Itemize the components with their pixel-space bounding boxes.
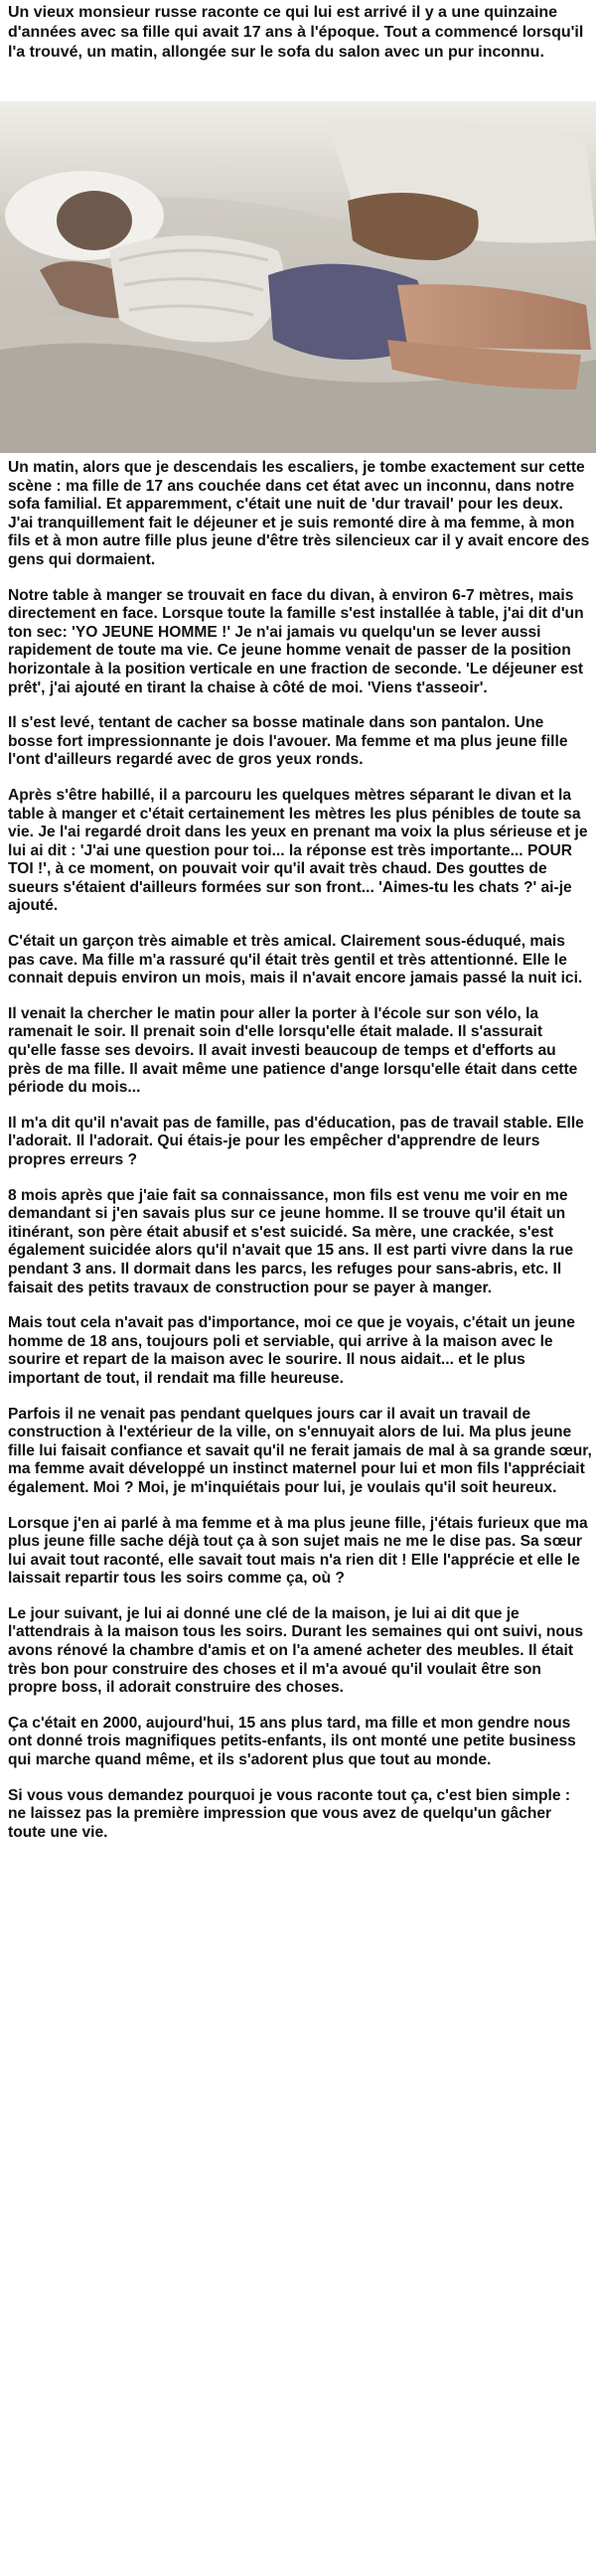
- article-body: [8, 459, 592, 1859]
- paragraph: Il m'a dit qu'il n'avait pas de famille, pas d'éducation, pas de travail stable. Elle l'adorait. Il l'adorait. Qui étais-je pour les empêcher d'apprendre de leurs propres erreurs ?: [8, 1114, 584, 1168]
- paragraph: C'était un garçon très aimable et très amical. Clairement sous-éduqué, mais pas cave. Ma fille m'a rassuré qu'il était très gentil et très attentionné. Elle le connait depuis environ un mois, mais il n'avait encore jamais passé la nuit ici.: [8, 933, 583, 987]
- paragraph: 8 mois après que j'aie fait sa connaissance, mon fils est venu me voir en me demandant si j'en savais plus sur ce jeune homme. Il se trouve qu'il était un itinérant, son père était abusif et s'est suicidé. Sa mère, une crackée, s'est également suicidée alors qu'il n'avait que 15 ans. Il est parti vivre dans la rue pendant 3 ans. Il dormait dans les parcs, les refuges pour sans-abris, etc. Il faisait des petits travaux de construction pour se payer à manger.: [8, 1186, 574, 1296]
- paragraph: Il s'est levé, tentant de cacher sa bosse matinale dans son pantalon. Une bosse fort impressionnante je dois l'avouer. Ma femme et ma plus jeune fille l'ont d'ailleurs regardé avec de gros yeux ronds.: [8, 714, 568, 769]
- paragraph: Il venait la chercher le matin pour aller la porter à l'école sur son vélo, la ramenait le soir. Il prenait soin d'elle lorsqu'elle était malade. Il s'assurait qu'elle fasse ses devoirs. Il avait investi beaucoup de temps et d'efforts au près de ma fille. Il avait même une patience d'ange lorsqu'elle était dans cette période du mois...: [8, 1004, 578, 1097]
- paragraph: Un matin, alors que je descendais les escaliers, je tombe exactement sur cette scène : ma fille de 17 ans couchée dans cet état avec un inconnu, dans notre sofa familial. Et apparemment, c'était une nuit de 'dur travail' pour les deux. J'ai tranquillement fait le déjeuner et je suis remonté dire à ma femme, à mon fils et à mon autre fille plus jeune d'être très silencieux car il y avait encore des gens qui dormaient.: [8, 459, 590, 568]
- paragraph: Parfois il ne venait pas pendant quelques jours car il avait un travail de construction à l'extérieur de la ville, on s'ennuyait alors de lui. Ma plus jeune fille lui faisait confiance et savait qu'il ne ferait jamais de mal à sa grande sœur, ma femme avait développé un instinct maternel pour lui et mon fils l'appréciait également. Moi ? Moi, je m'inquiétais pour lui, je voulais qu'il soit heureux.: [8, 1405, 592, 1496]
- paragraph: Si vous vous demandez pourquoi je vous raconte tout ça, c'est bien simple : ne laissez pas la première impression que vous avez de quelqu'un gâcher toute une vie.: [8, 1786, 571, 1841]
- paragraph: Notre table à manger se trouvait en face du divan, à environ 6-7 mètres, mais directement en face. Lorsque toute la famille s'est installée à table, j'ai dit d'un ton sec: 'YO JEUNE HOMME !' Je n'ai jamais vu quelqu'un se lever aussi rapidement de toute ma vie. Ce jeune homme venait de passer de la position horizontale à la position verticale en une fraction de seconde. 'Le déjeuner est prêt', j'ai ajouté en tirant la chaise à côté de moi. 'Viens t'asseoir'.: [8, 586, 584, 696]
- paragraph: Mais tout cela n'avait pas d'importance, moi ce que je voyais, c'était un jeune homme de 18 ans, toujours poli et serviable, qui arrive à la maison avec le sourire et repart de la maison avec le sourire. Il nous aidait... et le plus important de tout, il rendait ma fille heureuse.: [8, 1314, 575, 1387]
- paragraph: Après s'être habillé, il a parcouru les quelques mètres séparant le divan et la table à manger et c'était certainement les mètres les plus pénibles de toute sa vie. Je l'ai regardé droit dans les yeux en prenant ma voix la plus sérieuse et je lui ai dit : 'J'ai une question pour toi... la réponse est très importante... POUR TOI !', à ce moment, on pouvait voir qu'il avait très chaud. Des gouttes de sueurs s'étaient d'ailleurs formées sur son front... 'Aimes-tu les chats ?' ai-je ajouté.: [8, 786, 588, 915]
- paragraph: Ça c'était en 2000, aujourd'hui, 15 ans plus tard, ma fille et mon gendre nous ont donné trois magnifiques petits-enfants, ils ont monté une petite business qui marche quand même, et ils s'adorent plus que tout au monde.: [8, 1714, 576, 1769]
- intro-text: Un vieux monsieur russe raconte ce qui lui est arrivé il y a une quinzaine d'années avec sa fille qui avait 17 ans à l'époque. Tout a commencé lorsqu'il l'a trouvé, un matin, allongée sur le sofa du salon avec un pur inconnu.: [8, 4, 584, 61]
- couple-on-sofa-photo: [0, 101, 596, 453]
- paragraph: Lorsque j'en ai parlé à ma femme et à ma plus jeune fille, j'étais furieux que ma plus jeune fille sache déjà tout ça à son sujet mais ne me le dise pas. Sa sœur lui avait tout raconté, elle savait tout mais n'a rien dit ! Elle l'apprécie et elle le laissait repartir tous les soirs comme ça, où ?: [8, 1514, 588, 1588]
- paragraph: Le jour suivant, je lui ai donné une clé de la maison, je lui ai dit que je l'attendrais à la maison tous les soirs. Durant les semaines qui ont suivi, nous avons rénové la chambre d'amis et on l'a amené acheter des meubles. Il était très bon pour construire des choses et il m'a avoué qu'il voulait être son propre boss, il adorait construire des choses.: [8, 1604, 584, 1697]
